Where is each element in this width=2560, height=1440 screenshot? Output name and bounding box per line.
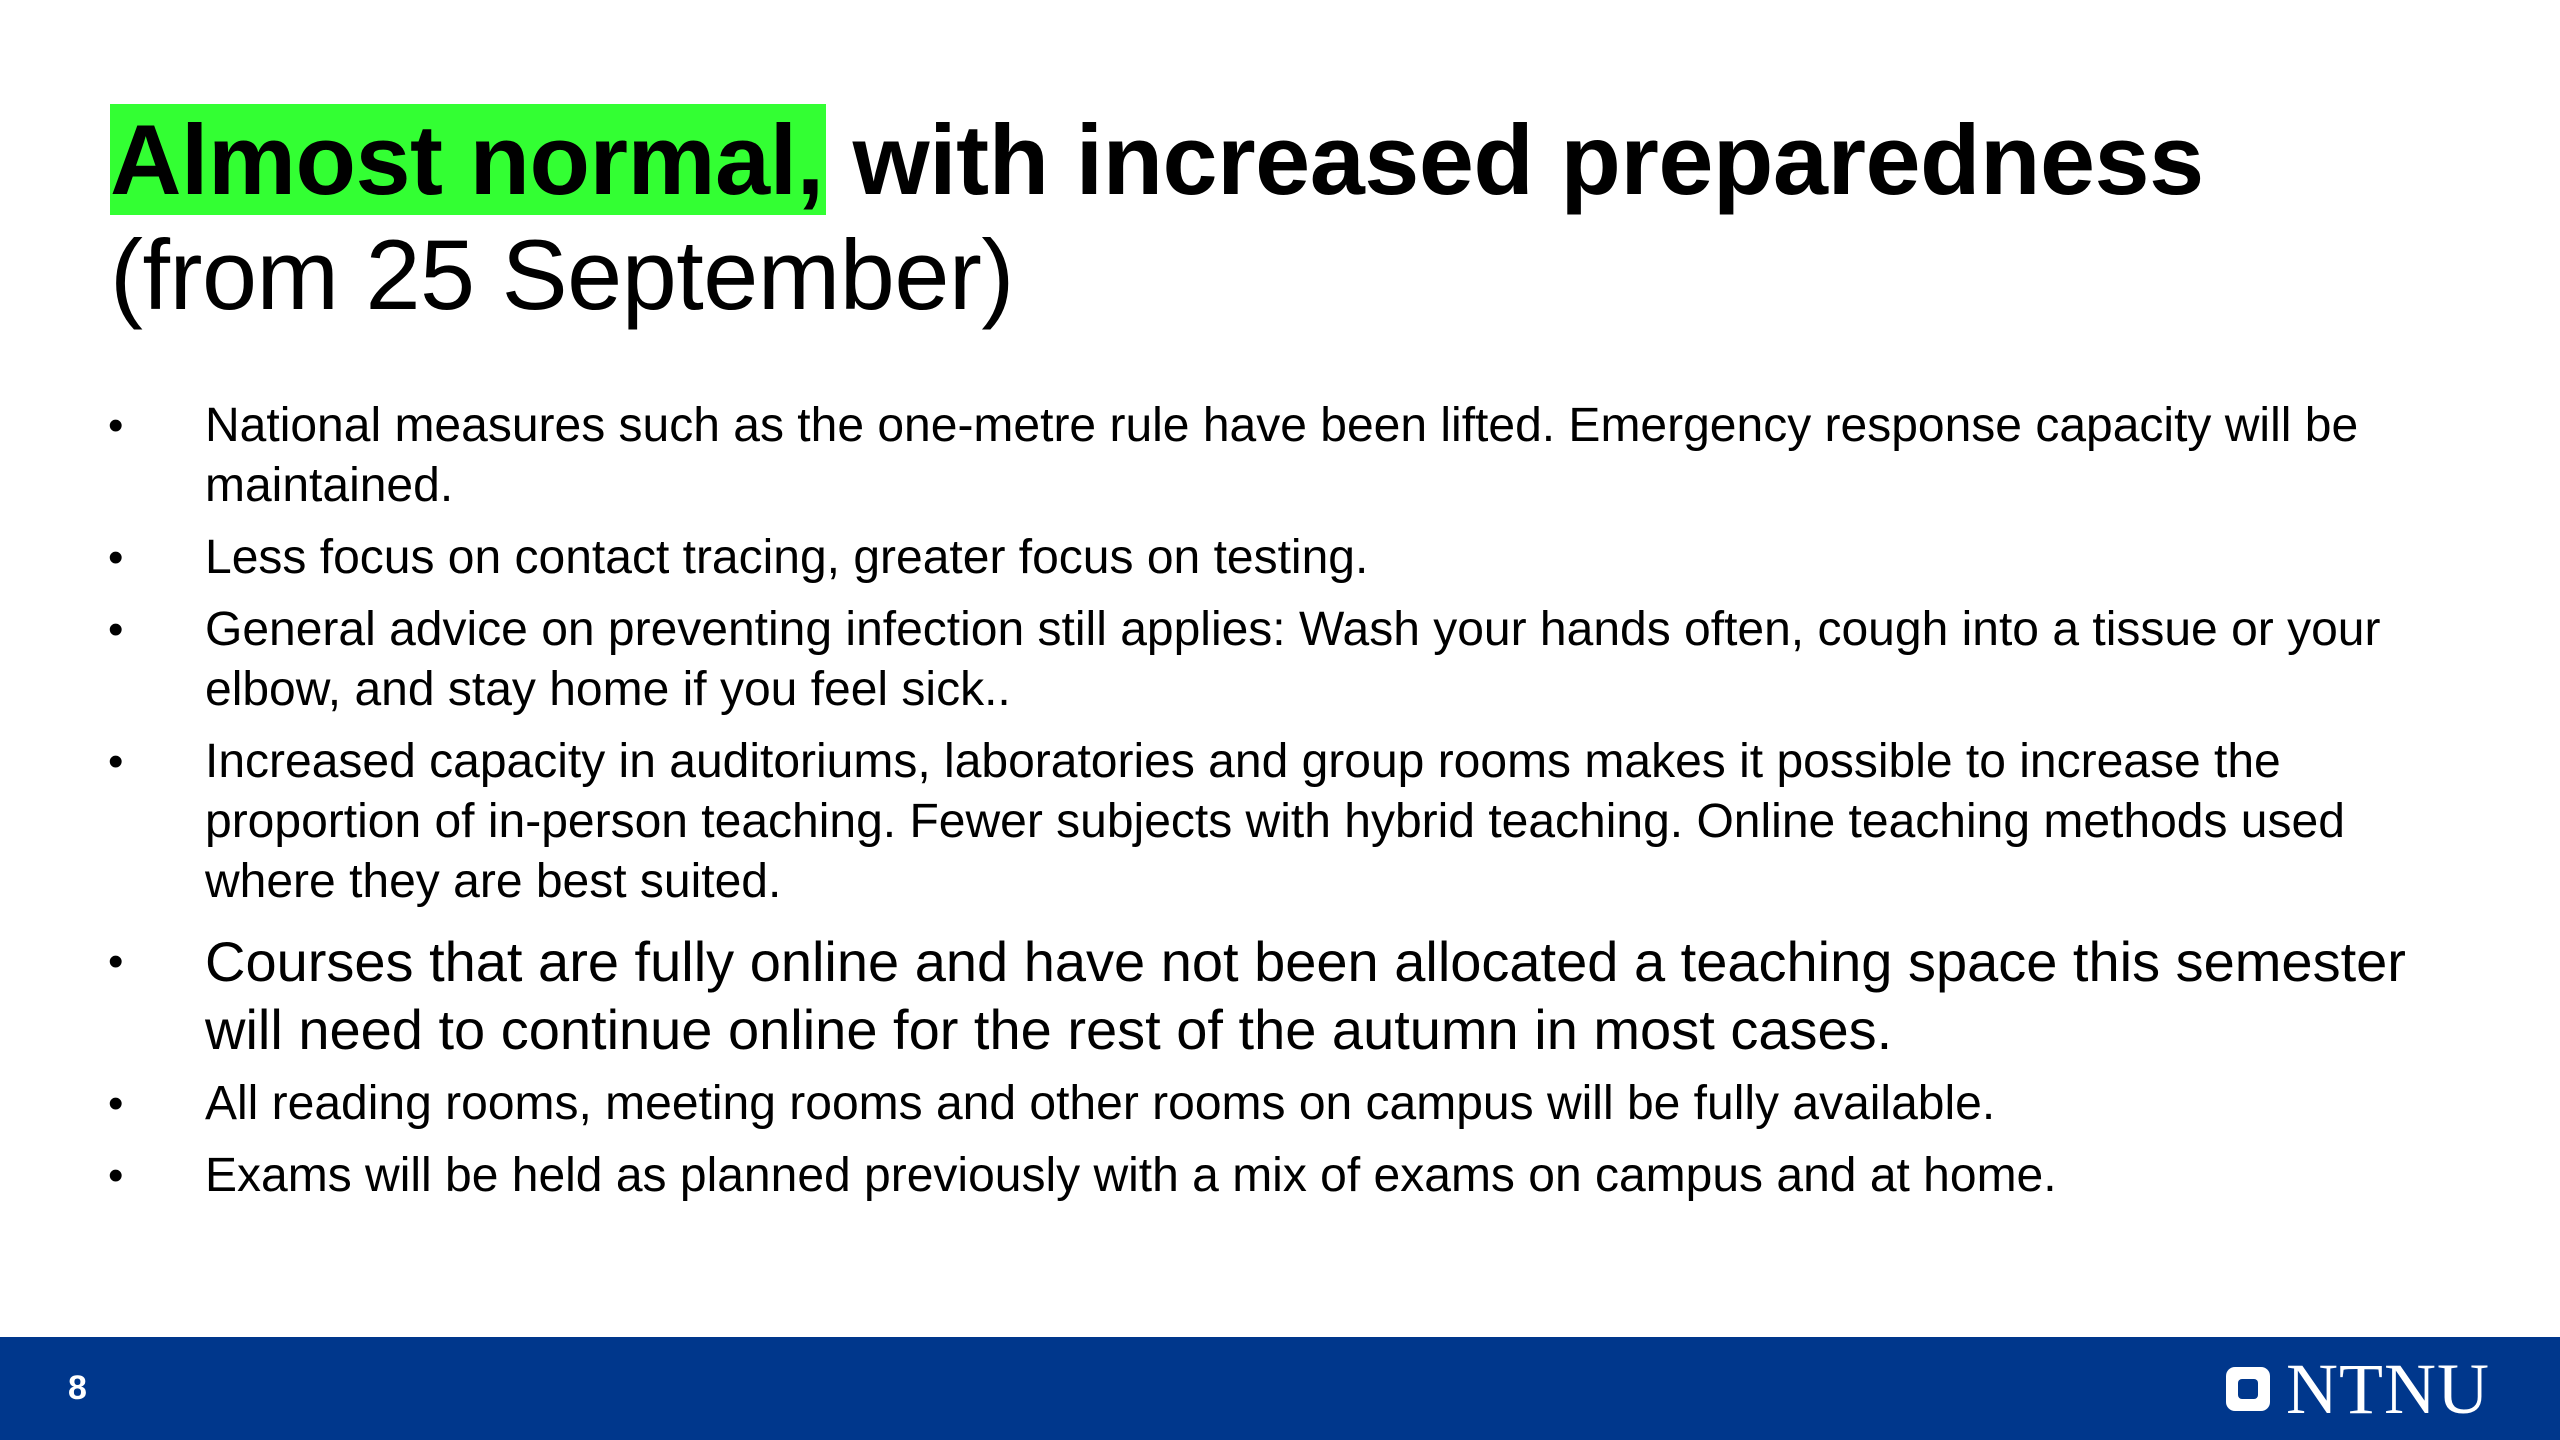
bullet-text: National measures such as the one-metre rule have been lifted. Emergency response capacity will be maintained. bbox=[205, 399, 2359, 512]
logo-text: NTNU bbox=[2286, 1348, 2490, 1429]
bullet-marker: • bbox=[108, 533, 124, 582]
bullet-item bbox=[108, 1146, 2488, 1206]
slide-title bbox=[110, 103, 2490, 333]
bullet-text: Less focus on contact tracing, greater focus on testing. bbox=[205, 531, 1369, 584]
bullet-marker: • bbox=[108, 937, 124, 986]
bullet-item bbox=[108, 1074, 2488, 1134]
bullet-text: All reading rooms, meeting rooms and other rooms on campus will be fully available. bbox=[205, 1077, 1996, 1130]
bullet-item bbox=[108, 732, 2488, 912]
title-main: with increased preparedness bbox=[825, 104, 2204, 215]
bullet-item bbox=[108, 396, 2488, 516]
title-highlight: Almost normal, bbox=[110, 104, 824, 215]
bullet-marker: • bbox=[108, 1151, 124, 1200]
bullet-text: Increased capacity in auditoriums, laboratories and group rooms makes it possible to increase the proportion of in-person teaching. Fewer subjects with hybrid teaching. Online teaching methods used where they are best suited. bbox=[205, 735, 2345, 908]
bullet-item bbox=[108, 528, 2488, 588]
title-line-1 bbox=[110, 103, 2490, 217]
bullet-marker: • bbox=[108, 401, 124, 450]
bullet-marker: • bbox=[108, 737, 124, 786]
bullet-marker: • bbox=[108, 605, 124, 654]
bullet-text: General advice on preventing infection still applies: Wash your hands often, cough into a tissue or your elbow, and stay home if you feel sick.. bbox=[205, 603, 2381, 716]
bullet-marker: • bbox=[108, 1079, 124, 1128]
title-subtitle: (from 25 September) bbox=[110, 219, 1014, 330]
bullet-list bbox=[108, 396, 2488, 1218]
page-number: 8 bbox=[68, 1369, 87, 1407]
ntnu-logo-icon bbox=[2226, 1367, 2270, 1411]
ntnu-logo bbox=[2226, 1337, 2490, 1440]
bullet-item bbox=[108, 928, 2488, 1064]
footer-bar bbox=[0, 1337, 2560, 1440]
bullet-item bbox=[108, 600, 2488, 720]
bullet-text: Exams will be held as planned previously with a mix of exams on campus and at home. bbox=[205, 1149, 2057, 1202]
bullet-text: Courses that are fully online and have not been allocated a teaching space this semester will need to continue online for the rest of the autumn in most cases. bbox=[205, 930, 2406, 1061]
